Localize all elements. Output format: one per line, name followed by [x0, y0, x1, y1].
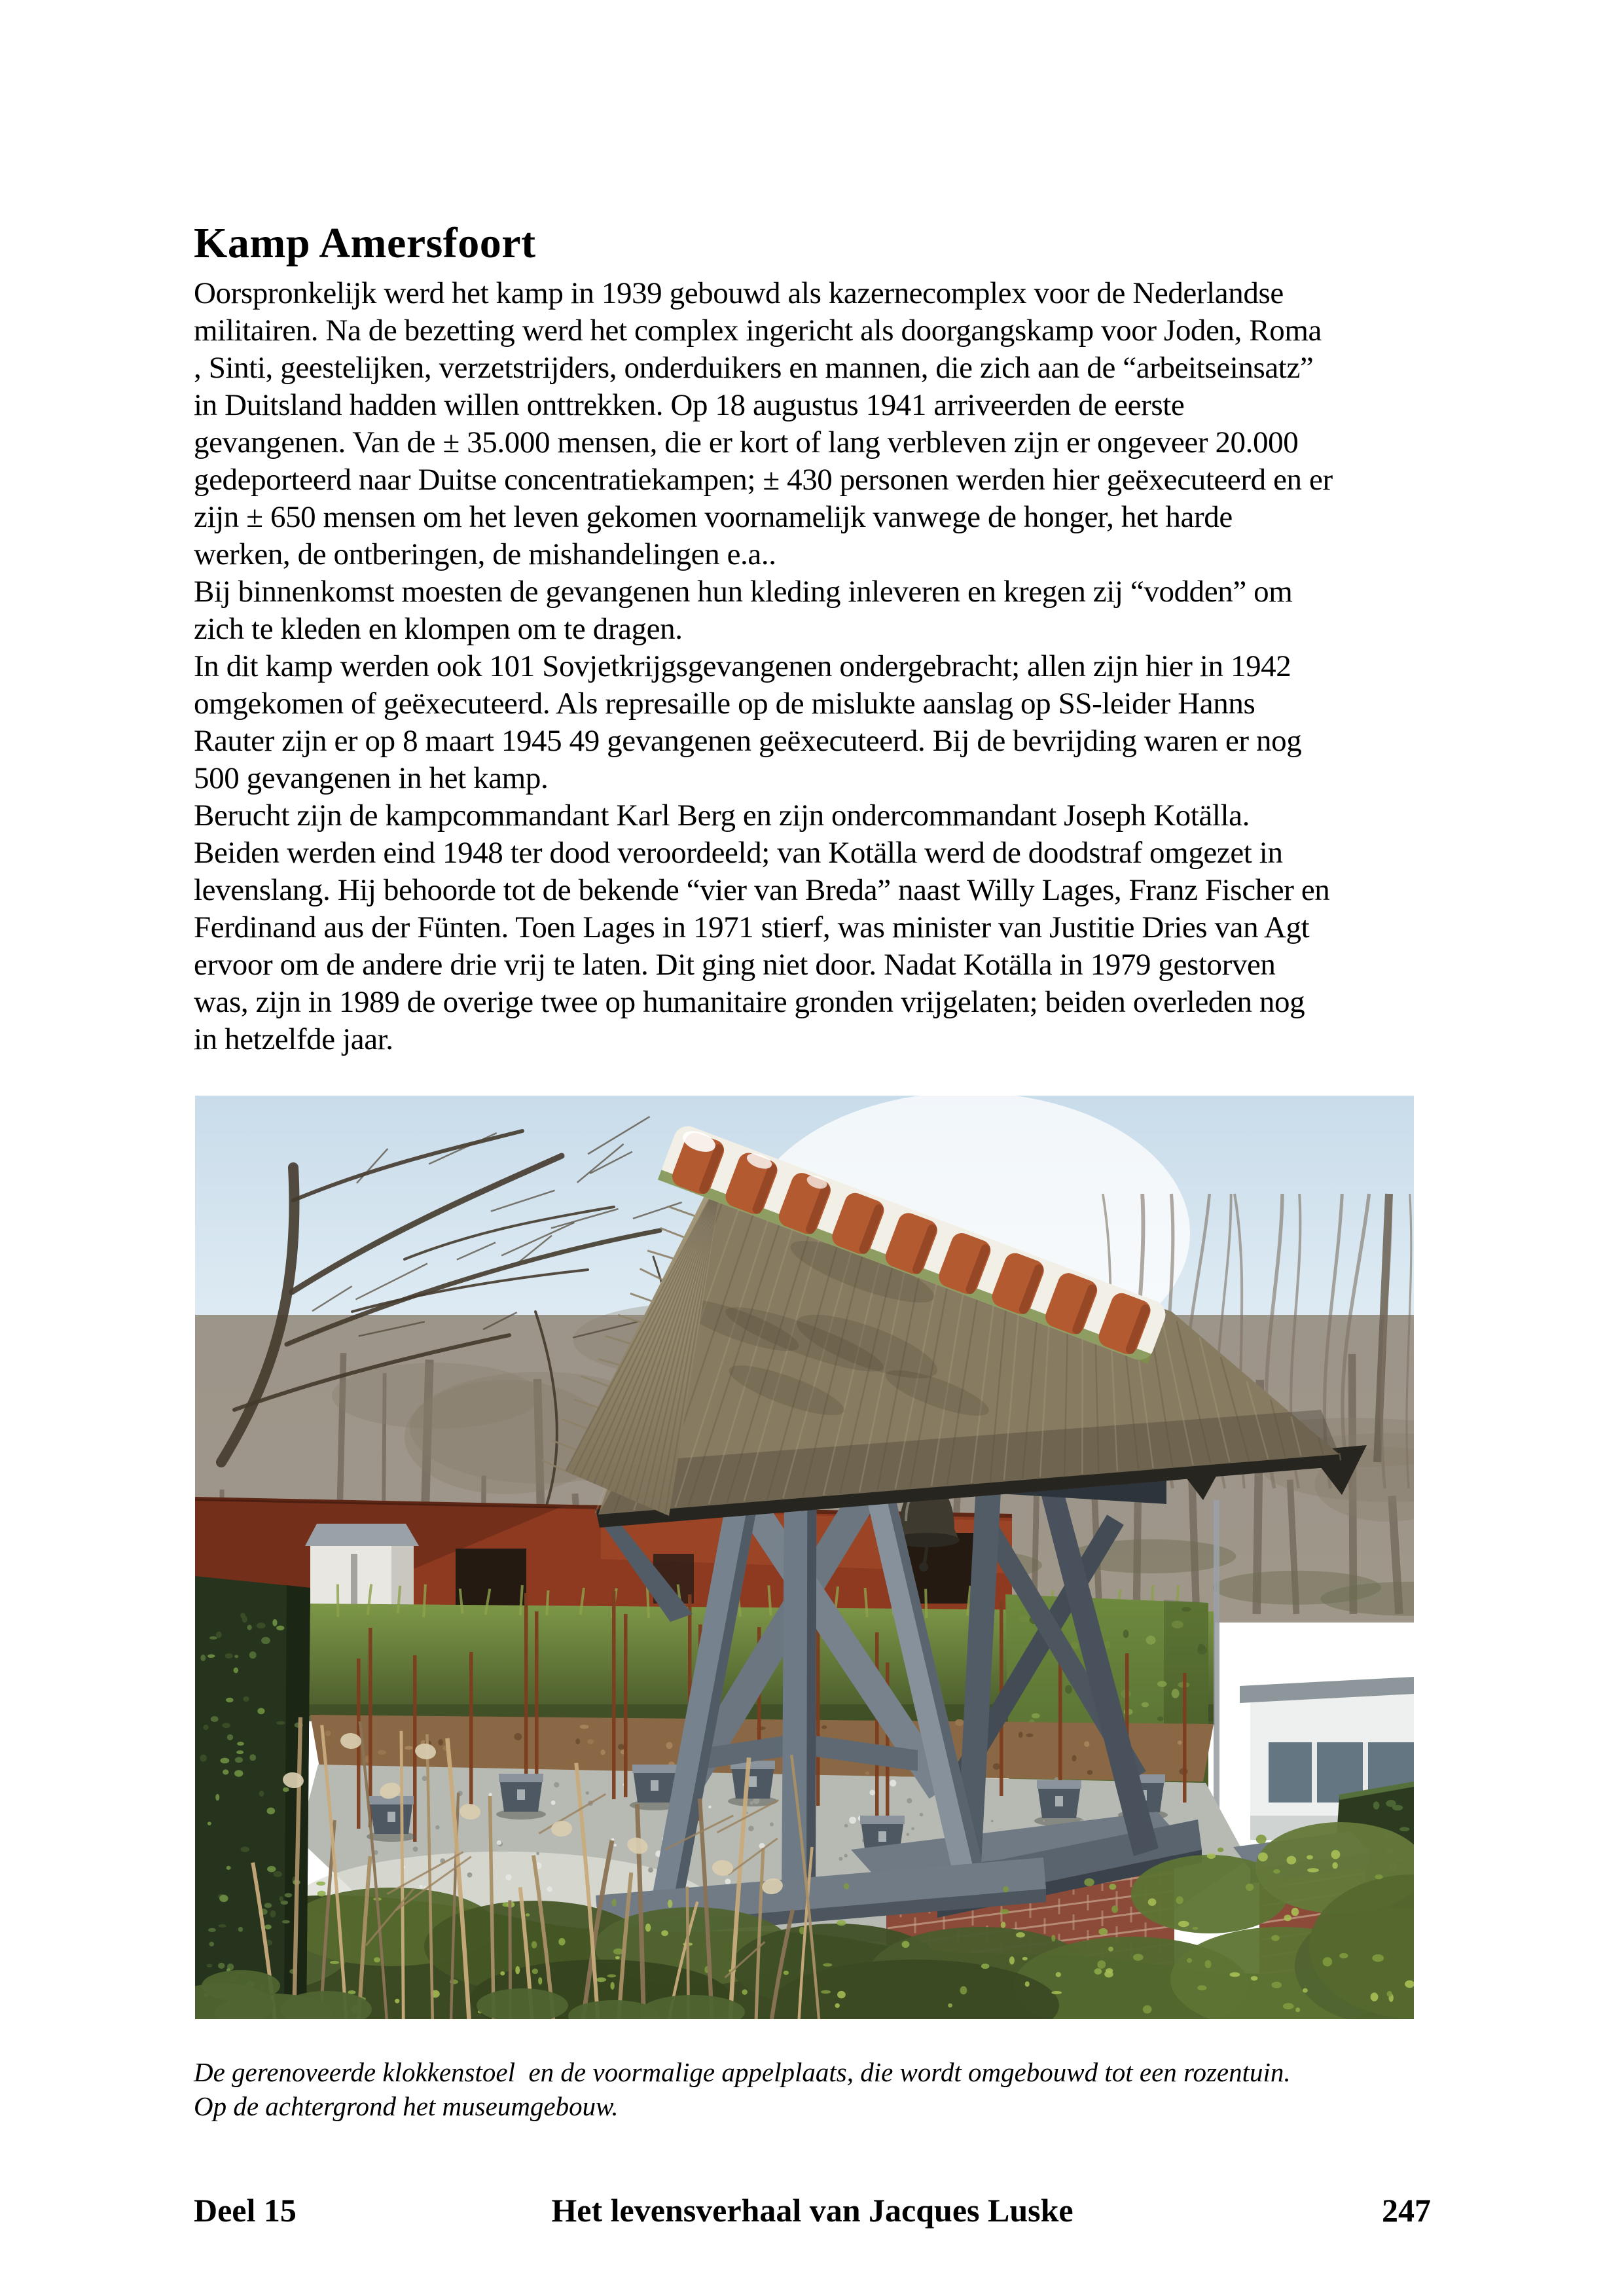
- body-line: gevangenen. Van de ± 35.000 mensen, die er kort of lang verbleven zijn er ongeveer 20.000: [194, 425, 1299, 459]
- hedge-pillar-left: [195, 1576, 310, 2019]
- body-line: ervoor om de andere drie vrij te laten. Dit ging niet door. Nadat Kotälla in 1979 gestorven: [194, 948, 1276, 982]
- museum-window: [456, 1549, 526, 1611]
- body-line: in hetzelfde jaar.: [194, 1022, 393, 1056]
- photo-scene: [195, 1096, 1414, 2019]
- body-line: zijn ± 650 mensen om het leven gekomen voornamelijk vanwege de honger, het harde: [194, 500, 1233, 534]
- body-line: zich te kleden en klompen om te dragen.: [194, 612, 683, 646]
- shed-roof: [305, 1524, 419, 1546]
- flagpole: [1214, 1500, 1219, 1840]
- body-line: gedeporteerd naar Duitse concentratiekampen; ± 430 personen werden hier geëxecuteerd en er: [194, 463, 1333, 497]
- body-line: Bij binnenkomst moesten de gevangenen hun kleding inleveren en kregen zij “vodden” om: [194, 575, 1293, 609]
- body-line: Ferdinand aus der Fünten. Toen Lages in 1971 stierf, was minister van Justitie Dries van Agt: [194, 910, 1310, 944]
- memorial-photo: [195, 1096, 1414, 2019]
- caption-line: Op de achtergrond het museumgebouw.: [194, 2091, 619, 2121]
- body-line: omgekomen of geëxecuteerd. Als represaille op de mislukte aanslag op SS-leider Hanns: [194, 687, 1255, 721]
- body-line: was, zijn in 1989 de overige twee op humanitaire gronden vrijgelaten; beiden overleden nog: [194, 985, 1305, 1019]
- page-footer: [194, 2191, 1431, 2229]
- page-title: Kamp Amersfoort: [194, 219, 536, 268]
- page-number: 247: [1382, 2192, 1431, 2229]
- body-line: In dit kamp werden ook 101 Sovjetkrijgsgevangenen ondergebracht; allen zijn hier in 1942: [194, 649, 1291, 683]
- footer-book-title: Het levensverhaal van Jacques Luske: [551, 2192, 1074, 2229]
- body-line: 500 gevangenen in het kamp.: [194, 761, 549, 795]
- caption-line: De gerenoveerde klokkenstoel en de voormalige appelplaats, die wordt omgebouwd tot een rozentuin.: [194, 2057, 1291, 2087]
- body-line: Berucht zijn de kampcommandant Karl Berg en zijn ondercommandant Joseph Kotälla.: [194, 798, 1250, 833]
- footer-part: Deel 15: [194, 2192, 297, 2229]
- body-line: Oorspronkelijk werd het kamp in 1939 gebouwd als kazernecomplex voor de Nederlandse: [194, 276, 1284, 310]
- body-line: Rauter zijn er op 8 maart 1945 49 gevangenen geëxecuteerd. Bij de bevrijding waren er nog: [194, 724, 1302, 758]
- body-line: werken, de ontberingen, de mishandelingen e.a..: [194, 537, 776, 571]
- body-text: [194, 275, 1333, 1058]
- photo-caption: [194, 2055, 1291, 2123]
- body-line: militairen. Na de bezetting werd het complex ingericht als doorgangskamp voor Joden, Roma: [194, 314, 1322, 348]
- body-line: , Sinti, geestelijken, verzetstrijders, onderduikers en mannen, die zich aan de “arbeitseinsatz”: [194, 351, 1314, 385]
- body-line: in Duitsland hadden willen onttrekken. Op 18 augustus 1941 arriveerden de eerste: [194, 388, 1185, 422]
- body-line: Beiden werden eind 1948 ter dood veroordeeld; van Kotälla werd de doodstraf omgezet in: [194, 836, 1283, 870]
- body-line: levenslang. Hij behoorde tot de bekende “vier van Breda” naast Willy Lages, Franz Fischer en: [194, 873, 1330, 907]
- bell-clapper: [919, 1562, 928, 1571]
